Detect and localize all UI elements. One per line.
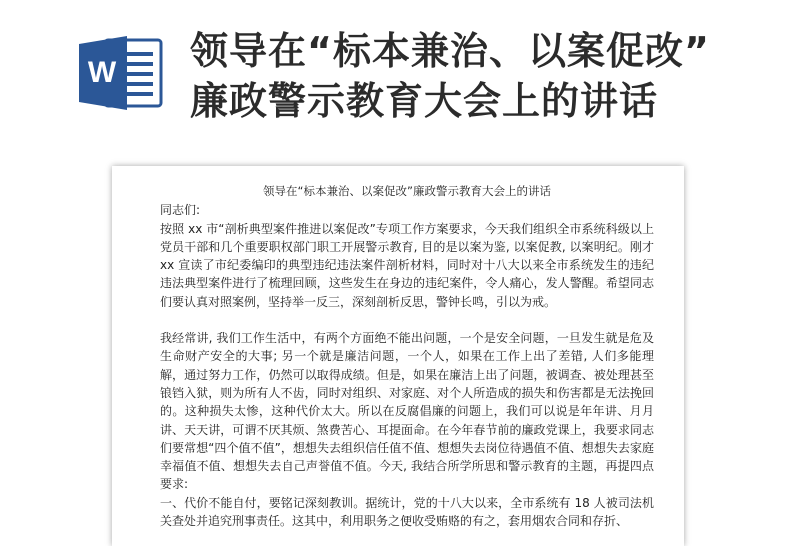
- paragraph-2: 我经常讲, 我们工作生活中，有两个方面绝不能出问题，一个是安全问题，一旦发生就是危及生命财产安全的大事; 另一个就是廉洁问题，一个人，如果在工作上出了差错, 人们多能理解，通过努力工作，仍然可以取得成绩。但是，如果在廉洁上出了问题，被调查、被处理甚至锒铛入狱，则为所有人不齿，同时对组织、对家庭、对个人所造成的损失和伤害都是无法挽回的。这种损失太惨，这种代价太大。所以在反腐倡廉的问题上，我们可以说是年年讲、月月讲、天天讲，可谓不厌其烦、煞费苦心、耳提面命。在今年春节前的廉政党课上，我要求同志们要常想“四个值不值”，想想失去组织信任值不值、想想失去岗位待遇值不值、想想失去家庭幸福值不值、想想失去自己声誉值不值。今天, 我结合所学所思和警示教育的主题，再提四点要求:: [160, 331, 654, 492]
- salutation: 同志们:: [160, 203, 201, 218]
- page-title: [190, 26, 780, 126]
- paragraph-1: 按照 xx 市“剖析典型案件推进以案促改”专项工作方案要求，今天我们组织全市系统科级以上党员干部和几个重要职权部门职工开展警示教育, 目的是以案为鉴, 以案促教, 以案明纪。刚才 xx 宣读了市纪委编印的典型违纪违法案件剖析材料，同时对十八大以来全市系统发生的违纪违法典型案件进行了梳理回顾，这些发生在身边的违纪案件，令人痛心，发人警醒。希望同志们要认真对照案例，坚持举一反三，深刻剖析反思，警钟长鸣，引以为戒。: [160, 221, 654, 309]
- title-line-2: 廉政警示教育大会上的讲话: [190, 79, 659, 123]
- document-heading: 领导在“标本兼治、以案促改”廉政警示教育大会上的讲话: [263, 184, 551, 198]
- paragraph-3: 一、代价不能自付，要铭记深刻教训。据统计，党的十八大以来，全市系统有 18 人被司法机关查处并追究刑事责任。这其中，利用职务之便收受贿赂的有之，套用烟农合同和存折、: [160, 495, 654, 529]
- paragraph-gap: [160, 311, 654, 329]
- word-icon-letter: W: [87, 56, 117, 89]
- title-line-1: 领导在“标本兼治、以案促改”: [190, 29, 710, 73]
- word-document-icon: [75, 32, 165, 112]
- document-page: [112, 166, 684, 546]
- document-content: [160, 182, 654, 530]
- header: [0, 0, 800, 160]
